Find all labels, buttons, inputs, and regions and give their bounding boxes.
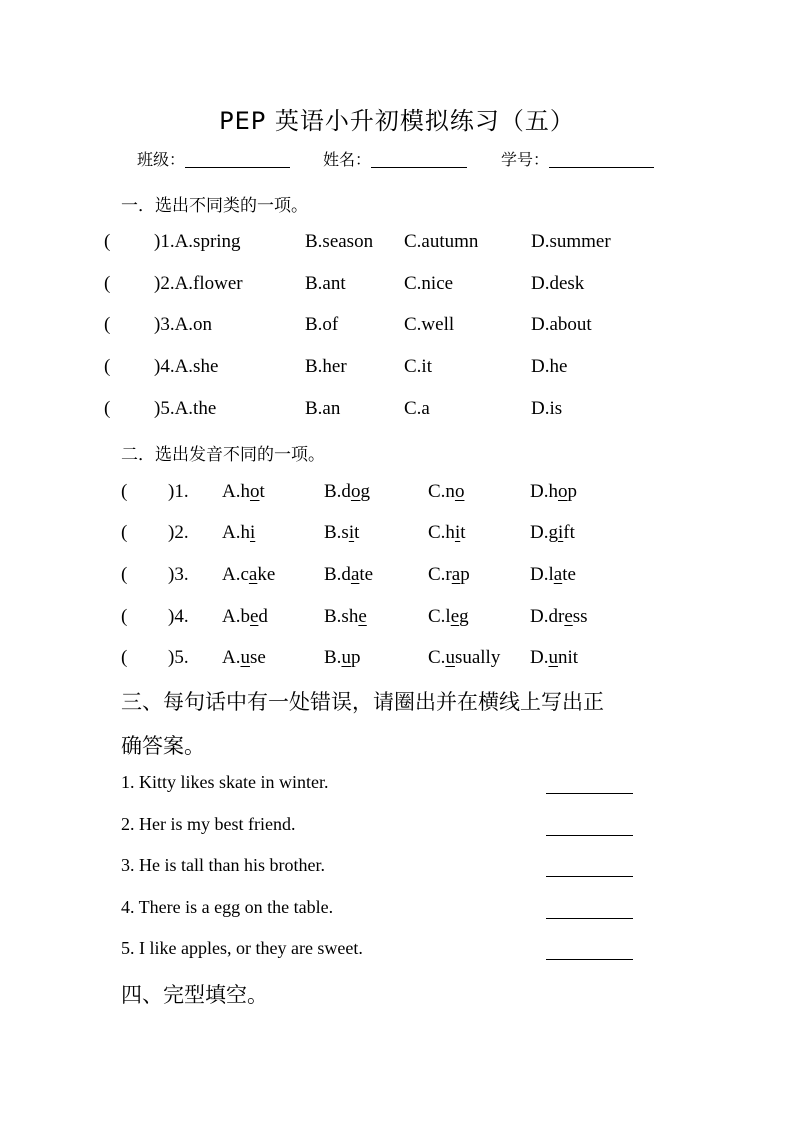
id-field — [501, 147, 654, 170]
underlined-letters: a — [451, 564, 461, 585]
option-a: )2.A.flower — [154, 273, 243, 294]
option-b: B.season — [305, 231, 374, 252]
word-part: t — [354, 522, 360, 543]
option-d — [530, 564, 576, 586]
page-title: PEP 英语小升初模拟练习（五） — [219, 107, 575, 135]
underlined-letters: i — [557, 522, 564, 543]
answer-paren[interactable]: ( — [121, 564, 128, 585]
section2-heading: 二．选出发音不同的一项。 — [121, 445, 325, 465]
option-b — [324, 564, 373, 586]
error-sentence: 4. There is a egg on the table. — [121, 897, 334, 917]
class-blank[interactable] — [185, 149, 290, 168]
word-part: sually — [454, 647, 501, 668]
word-part: te — [562, 564, 576, 585]
option-b: B.her — [305, 356, 347, 377]
option-a: )1.A.spring — [154, 231, 241, 252]
underlined-letters: a — [553, 564, 563, 585]
underlined-letters: a — [248, 564, 258, 585]
word-part: nit — [557, 647, 579, 668]
option-d: D.is — [531, 398, 563, 419]
word-part: A.c — [222, 564, 249, 585]
section4-heading: 四、完型填空。 — [121, 983, 268, 1007]
option-b — [324, 522, 359, 544]
word-part: d — [258, 606, 268, 627]
option-c: C.it — [404, 356, 432, 377]
underlined-letters: u — [548, 647, 558, 668]
option-b: B.of — [305, 314, 339, 335]
option-c — [428, 522, 466, 544]
word-part: D.dr — [530, 606, 565, 627]
answer-paren[interactable]: ( — [121, 606, 128, 627]
word-part: B.sh — [324, 606, 359, 627]
option-a — [222, 481, 265, 503]
word-part: A.h — [222, 481, 250, 502]
underlined-letters: o — [350, 481, 361, 502]
class-field — [137, 147, 290, 170]
option-d: D.about — [531, 314, 592, 335]
answer-blank[interactable] — [546, 959, 633, 960]
word-part: C. — [428, 647, 446, 668]
section3-heading-line2: 确答案。 — [121, 734, 205, 758]
word-part: C.n — [428, 481, 455, 502]
answer-paren[interactable]: ( — [121, 647, 128, 668]
word-part: D.l — [530, 564, 554, 585]
question-number: )1. — [168, 481, 189, 502]
question-number: )3. — [168, 564, 189, 585]
word-part: ft — [563, 522, 575, 543]
word-part: p — [460, 564, 470, 585]
option-d — [530, 647, 578, 669]
underlined-letters: i — [249, 522, 256, 543]
option-b: B.ant — [305, 273, 346, 294]
answer-paren[interactable]: ( — [104, 314, 111, 335]
option-c — [428, 564, 470, 586]
question-number: )2. — [168, 522, 189, 543]
option-b: B.an — [305, 398, 341, 419]
option-a: )5.A.the — [154, 398, 217, 419]
answer-blank[interactable] — [546, 793, 633, 794]
underlined-letters: o — [249, 481, 260, 502]
option-b — [324, 647, 360, 669]
underlined-letters: e — [358, 606, 367, 627]
word-part: t — [259, 481, 265, 502]
word-part: B.s — [324, 522, 349, 543]
question-number: )5. — [168, 647, 189, 668]
word-part: A.b — [222, 606, 250, 627]
id-label: 学号： — [501, 150, 550, 169]
class-label: 班级： — [137, 150, 186, 169]
underlined-letters: i — [454, 522, 461, 543]
word-part: B.d — [324, 481, 351, 502]
word-part: A.h — [222, 522, 250, 543]
word-part: g — [459, 606, 469, 627]
section1-heading: 一．选出不同类的一项。 — [121, 196, 308, 216]
underlined-letters: u — [341, 647, 351, 668]
answer-paren[interactable]: ( — [121, 481, 128, 502]
option-a: )4.A.she — [154, 356, 219, 377]
word-part: D.g — [530, 522, 558, 543]
word-part: C.l — [428, 606, 451, 627]
option-a — [222, 606, 268, 628]
error-sentence: 5. I like apples, or they are sweet. — [121, 938, 363, 958]
answer-blank[interactable] — [546, 835, 633, 836]
option-c — [428, 481, 464, 503]
answer-paren[interactable]: ( — [104, 273, 111, 294]
option-c: C.nice — [404, 273, 454, 294]
underlined-letters: e — [450, 606, 460, 627]
underlined-letters: a — [350, 564, 360, 585]
word-part: ss — [572, 606, 588, 627]
underlined-letters: e — [249, 606, 259, 627]
option-a: )3.A.on — [154, 314, 213, 335]
name-blank[interactable] — [371, 149, 467, 168]
word-part: D. — [530, 647, 549, 668]
answer-paren[interactable]: ( — [104, 231, 111, 252]
word-part: t — [460, 522, 466, 543]
answer-paren[interactable]: ( — [104, 398, 111, 419]
id-blank[interactable] — [549, 149, 654, 168]
option-a — [222, 647, 266, 669]
word-part: se — [249, 647, 266, 668]
option-d: D.desk — [531, 273, 585, 294]
underlined-letters: o — [454, 481, 465, 502]
answer-blank[interactable] — [546, 918, 633, 919]
section3-heading-line1: 三、每句话中有一处错误，请圈出并在横线上写出正 — [121, 690, 604, 714]
option-b — [324, 606, 367, 628]
name-label: 姓名： — [323, 150, 372, 169]
answer-paren[interactable]: ( — [104, 356, 111, 377]
underlined-letters: u — [445, 647, 455, 668]
option-c — [428, 606, 469, 628]
answer-paren[interactable]: ( — [121, 522, 128, 543]
word-part: C.h — [428, 522, 455, 543]
underlined-letters: i — [348, 522, 355, 543]
underlined-letters: e — [564, 606, 573, 627]
error-sentence: 1. Kitty likes skate in winter. — [121, 772, 329, 792]
option-c: C.well — [404, 314, 455, 335]
word-part: p — [567, 481, 577, 502]
error-sentence: 3. He is tall than his brother. — [121, 855, 325, 875]
word-part: ke — [257, 564, 276, 585]
word-part: g — [360, 481, 370, 502]
answer-blank[interactable] — [546, 876, 633, 877]
option-c — [428, 647, 500, 669]
option-d: D.he — [531, 356, 568, 377]
word-part: B.d — [324, 564, 351, 585]
option-a — [222, 564, 275, 586]
word-part: te — [359, 564, 374, 585]
option-c: C.a — [404, 398, 430, 419]
word-part: B. — [324, 647, 342, 668]
question-number: )4. — [168, 606, 189, 627]
option-d: D.summer — [531, 231, 611, 252]
option-c: C.autumn — [404, 231, 479, 252]
name-field — [323, 147, 467, 170]
option-d — [530, 606, 588, 628]
word-part: p — [350, 647, 361, 668]
option-d — [530, 481, 577, 503]
underlined-letters: o — [557, 481, 568, 502]
option-d — [530, 522, 575, 544]
word-part: D.h — [530, 481, 558, 502]
word-part: A. — [222, 647, 241, 668]
word-part: C.r — [428, 564, 452, 585]
option-b — [324, 481, 370, 503]
underlined-letters: u — [240, 647, 250, 668]
error-sentence: 2. Her is my best friend. — [121, 814, 296, 834]
option-a — [222, 522, 255, 544]
